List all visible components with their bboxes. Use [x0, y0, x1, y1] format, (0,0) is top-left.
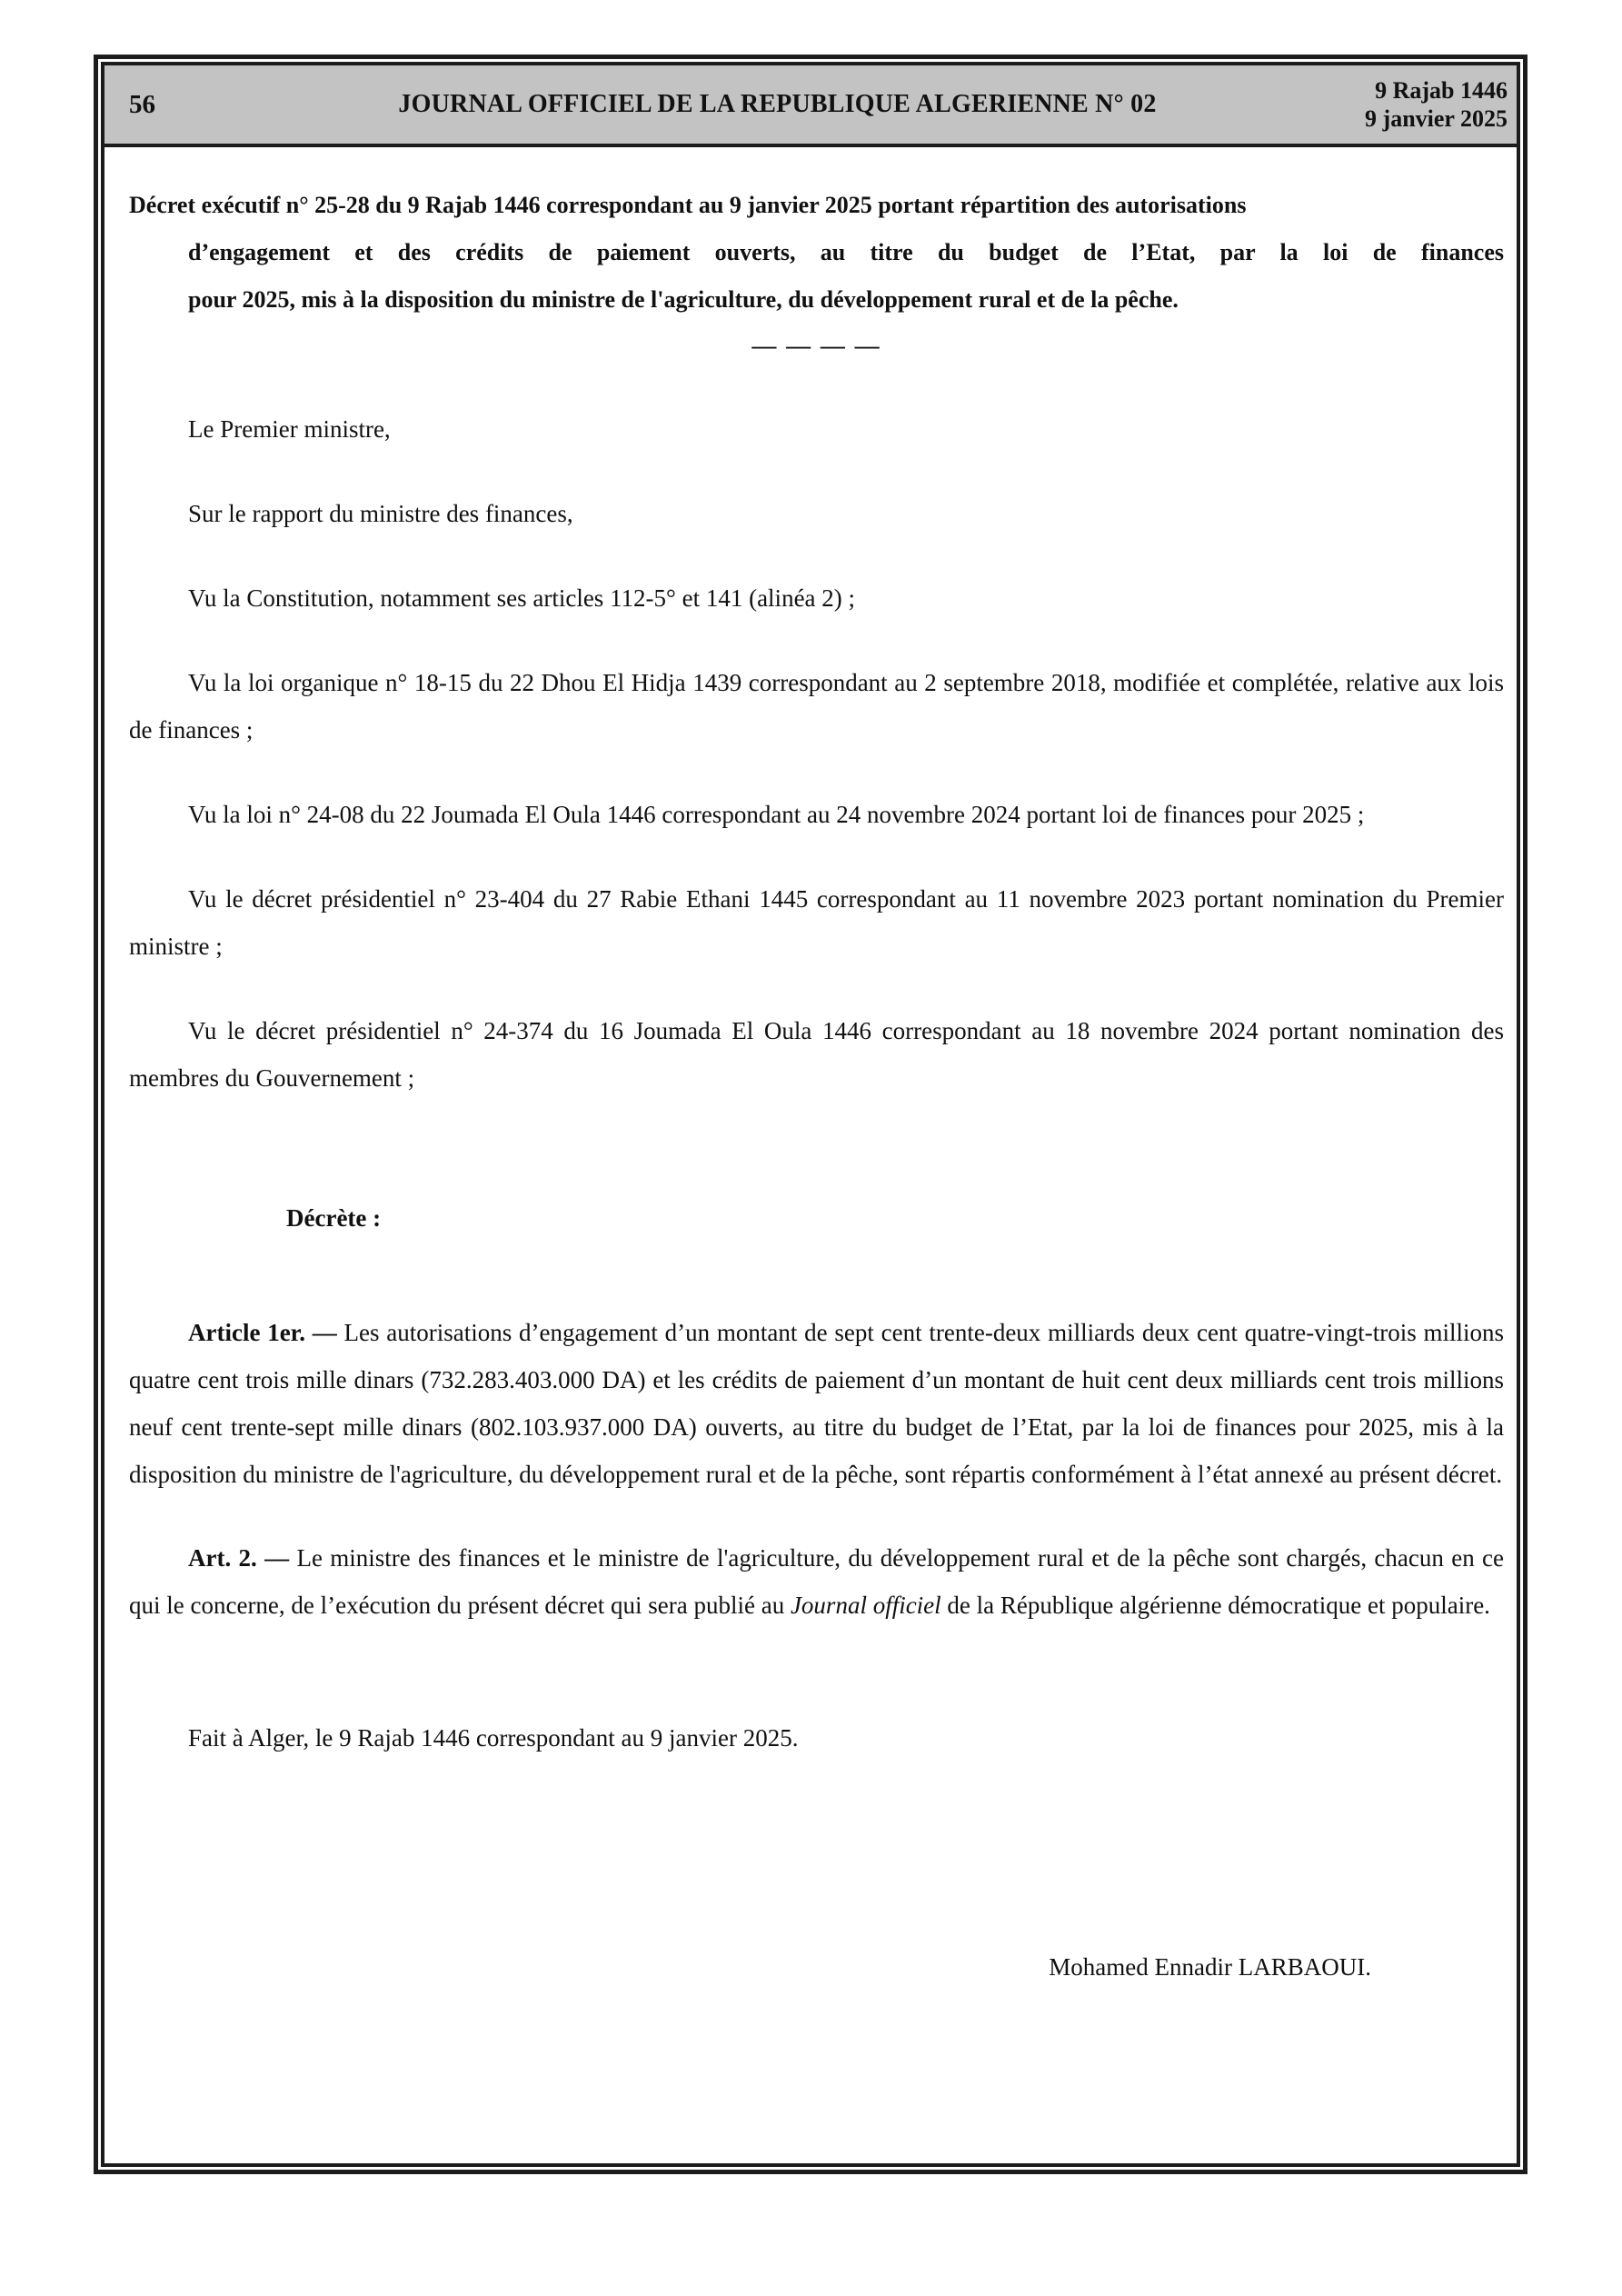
place-date-line: Fait à Alger, le 9 Rajab 1446 correspondant au 9 janvier 2025. — [188, 1724, 799, 1752]
journal-title: JOURNAL OFFICIEL DE LA REPUBLIQUE ALGERIENNE N° 02 — [398, 90, 1157, 118]
decree-title-line-1: Décret exécutif n° 25-28 du 9 Rajab 1446 correspondant au 9 janvier 2025 portant répartition des autorisations — [129, 192, 1247, 218]
article-1-text: Les autorisations d’engagement d’un montant de sept cent trente-deux milliards deux cent quatre-vingt-trois millions quatre cent trois mille dinars (732.283.403.000 DA) et les crédits de paiement d’un montant de huit cent deux milliards cent trois millions neuf cent trente-sept mille dinars (802.103.937.000 DA) ouverts, au titre du budget de l’Etat, par la loi de finances pour 2025, mis à la disposition du ministre de l'agriculture, du développement rural et de la pêche, sont répartis conformément à l’état annexé au présent décret. — [129, 1319, 1505, 1488]
signature-name: Mohamed Ennadir LARBAOUI. — [1049, 1953, 1371, 1981]
preamble-paragraph-rapport: Sur le rapport du ministre des finances, — [188, 500, 573, 527]
header-dates — [1289, 76, 1508, 133]
preamble-paragraph-loi-organique: Vu la loi organique n° 18-15 du 22 Dhou El Hidja 1439 correspondant au 2 septembre 2018, modifiée et complétée, relative aux lois de finances ; — [129, 669, 1504, 744]
article-2-text-after: de la République algérienne démocratique et populaire. — [940, 1592, 1490, 1619]
header-band — [104, 65, 1517, 147]
header-date-hijri: 9 Rajab 1446 — [1375, 77, 1508, 104]
article-2 — [129, 1534, 1504, 1629]
decree-body — [104, 147, 1517, 2163]
decree-title-line-2: d’engagement et des crédits de paiement ouverts, au titre du budget de l’Etat, par la loi de finances — [188, 239, 1504, 265]
preamble-paragraph-decret-24-374: Vu le décret présidentiel n° 24-374 du 16 Joumada El Oula 1446 correspondant au 18 novembre 2024 portant nomination des membres du Gouvernement ; — [129, 1017, 1504, 1092]
preamble-paragraph-decret-23-404: Vu le décret présidentiel n° 23-404 du 27 Rabie Ethani 1445 correspondant au 11 novembre 2023 portant nomination du Premier ministre ; — [129, 885, 1504, 960]
header-date-gregorian: 9 janvier 2025 — [1365, 105, 1508, 132]
decrete-heading: Décrète : — [286, 1204, 382, 1232]
article-2-dash: — — [256, 1544, 297, 1572]
article-2-journal-officiel: Journal officiel — [790, 1592, 941, 1619]
page-frame — [94, 55, 1527, 2174]
preamble-paragraph-loi-finances: Vu la loi n° 24-08 du 22 Joumada El Oula 1446 correspondant au 24 novembre 2024 portant loi de finances pour 2025 ; — [188, 801, 1365, 828]
article-2-lead: Art. 2. — [188, 1544, 257, 1572]
page-number: 56 — [129, 89, 155, 119]
article-2-text-before: Le ministre des finances et le ministre de l'agriculture, du développement rural et de la pêche sont chargés, chacun en ce qui le concerne, de l’exécution du présent décret qui sera publié au — [129, 1544, 1504, 1619]
decree-title-line-3: pour 2025, mis à la disposition du ministre de l'agriculture, du développement rural et de la pêche. — [188, 286, 1179, 313]
page-frame-inner — [101, 62, 1520, 2167]
article-1-dash: — — [304, 1319, 344, 1346]
title-separator: — — — — — [751, 332, 881, 359]
article-1 — [129, 1309, 1504, 1498]
decree-title — [129, 182, 1504, 324]
preamble-paragraph-premier-ministre: Le Premier ministre, — [188, 415, 391, 443]
article-1-lead: Article 1er. — [188, 1319, 305, 1346]
preamble-paragraph-constitution: Vu la Constitution, notamment ses articles 112-5° et 141 (alinéa 2) ; — [188, 584, 856, 612]
